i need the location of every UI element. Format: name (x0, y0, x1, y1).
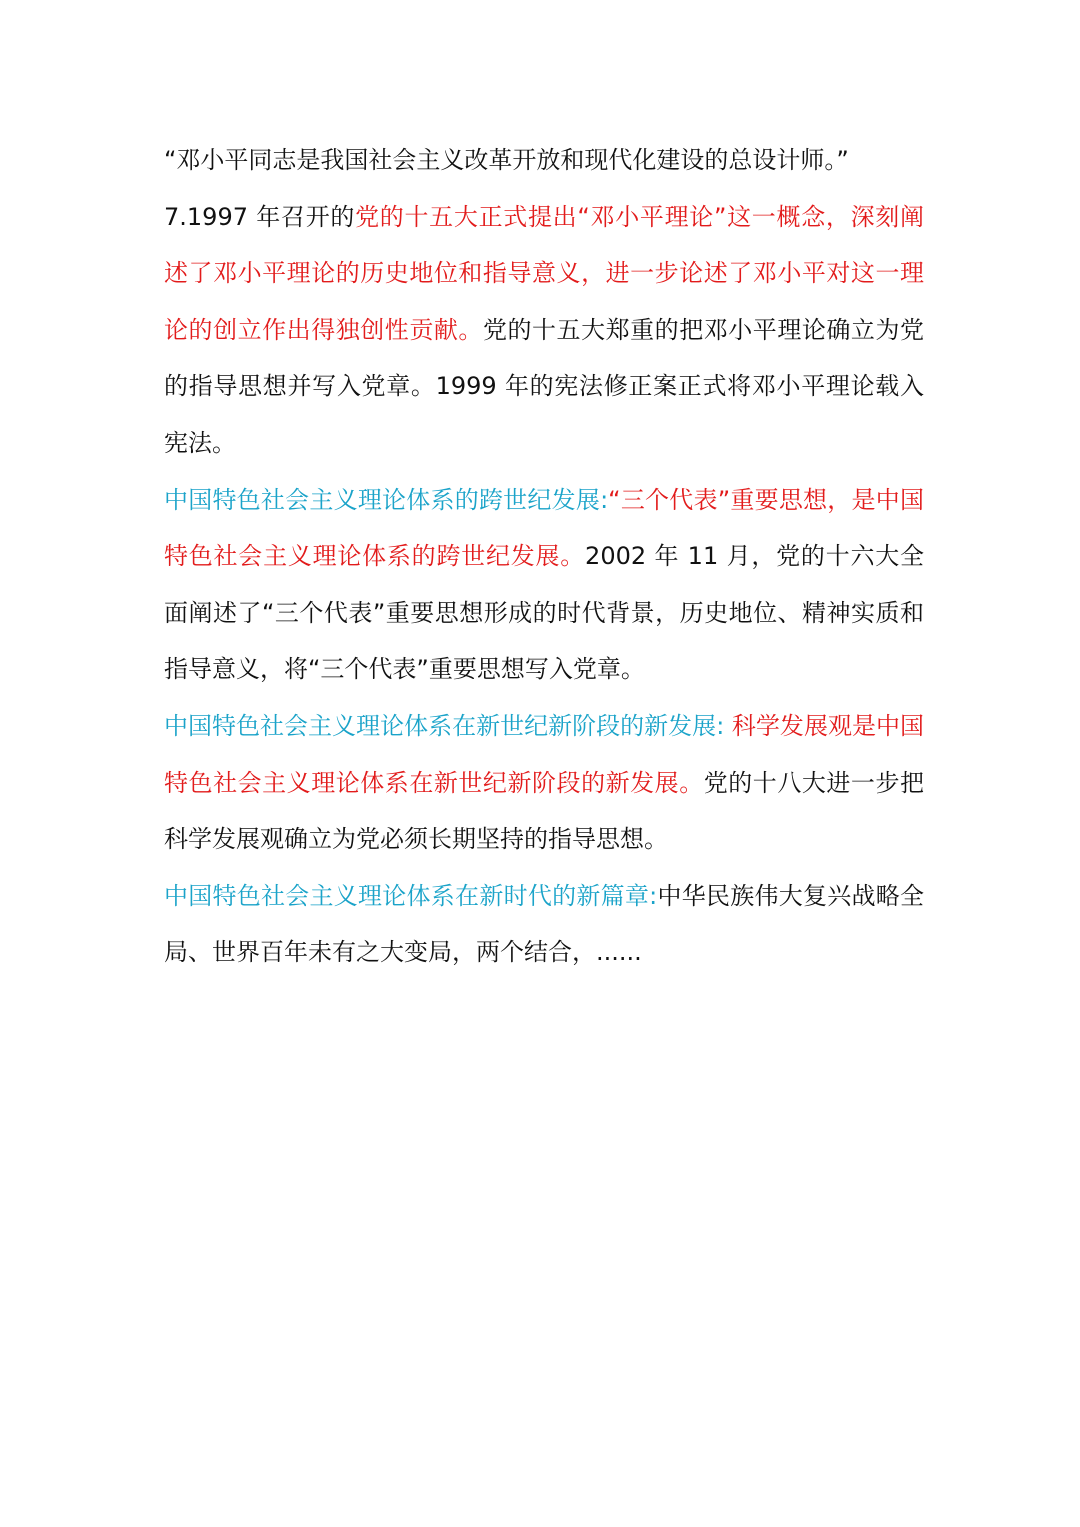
heading-run: 中国特色社会主义理论体系的跨世纪发展: (164, 485, 609, 514)
heading-run: 中国特色社会主义理论体系在新时代的新篇章: (164, 881, 658, 910)
heading-run: 中国特色社会主义理论体系在新世纪新阶段的新发展: (164, 711, 725, 740)
text-run: 党的十五大郑重的把邓小平理论确立为党的指导思想并写入党章。1999 年的宪法修正案正式将邓小平理论载入宪法。 (164, 315, 925, 457)
emphasis-run: 党的十五大正式提出“邓小平理论”这一概念，深刻阐述了邓小平理论的历史地位和指导意义，进一步论述了邓小平对这一理论的创立作出得独创性贡献。 (164, 202, 924, 344)
text-run: 党的十八大进一步把科学发展观确立为党必须长期坚持的指导思想。 (164, 768, 925, 854)
text-run: 7.1997 年召开的 (164, 202, 356, 231)
three-represents-paragraph (164, 472, 924, 698)
text-run: 2002 年 11 月，党的十六大全面阐述了“三个代表”重要思想形成的时代背景，历史地位、精神实质和指导意义，将“三个代表”重要思想写入党章。 (164, 542, 924, 684)
scientific-outlook-paragraph (164, 698, 924, 868)
new-era-paragraph (164, 868, 924, 981)
quote-paragraph (164, 132, 924, 189)
text-run: “邓小平同志是我国社会主义改革开放和现代化建设的总设计师。” (164, 146, 849, 174)
text-run: 中华民族伟大复兴战略全局、世界百年未有之大变局，两个结合，...... (164, 881, 924, 967)
document-page (164, 132, 924, 981)
emphasis-run: “三个代表”重要思想，是中国特色社会主义理论体系的跨世纪发展。 (164, 485, 924, 571)
point-7-paragraph (164, 189, 924, 472)
emphasis-run: 科学发展观是中国特色社会主义理论体系在新世纪新阶段的新发展。 (164, 711, 924, 797)
